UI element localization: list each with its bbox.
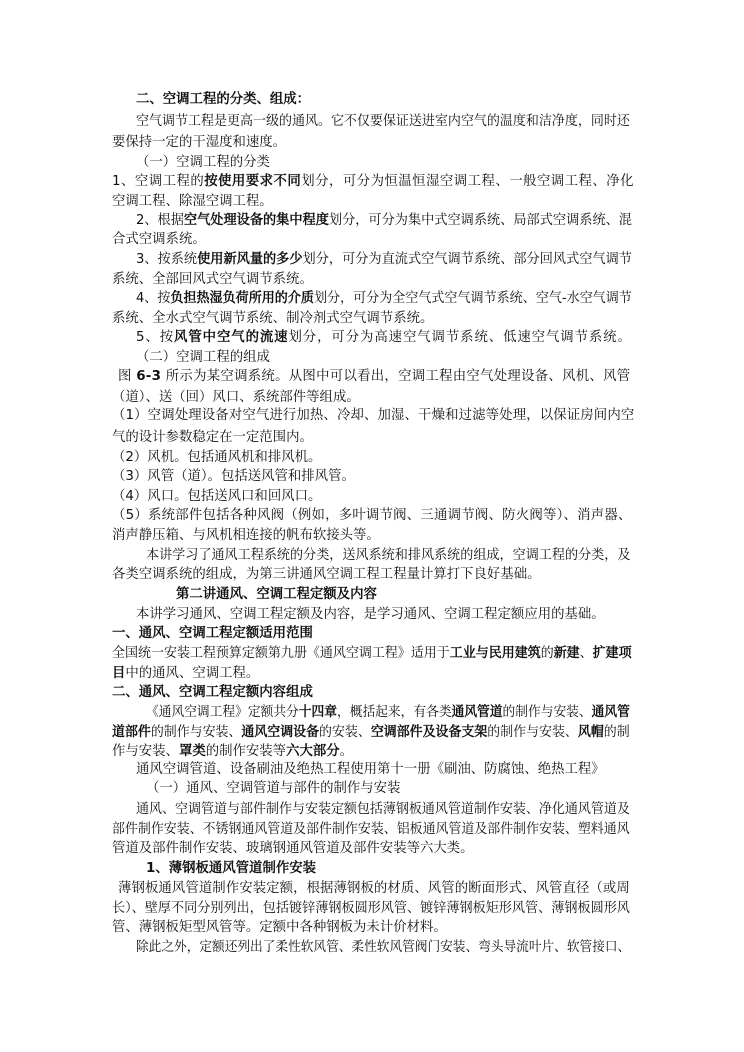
text-line: [112, 840, 474, 858]
text-run: 的制作与安装、: [502, 705, 592, 720]
text-line: [146, 860, 316, 878]
text-line: [176, 586, 377, 604]
text-line: [112, 468, 355, 486]
text-line: [112, 507, 632, 525]
text-line: [112, 724, 630, 742]
text-run: 2、根据: [136, 213, 184, 228]
text-run: 划分，可分为高速空气调节系统、低速空气调节系统。: [288, 330, 632, 345]
text-line: [112, 821, 630, 839]
bold-text: 通风空调设备: [241, 725, 320, 740]
text-run: 作与安装、: [112, 744, 179, 759]
text-run: 合式空调系统。: [112, 232, 206, 247]
bold-text: 按使用要求不同: [204, 174, 302, 189]
text-line: [112, 665, 259, 683]
text-line: [112, 527, 380, 545]
text-line: [112, 645, 632, 663]
bold-text: 工业与民用建筑: [449, 646, 541, 661]
text-line: [136, 761, 605, 779]
text-run: 空调工程、除湿空调工程。: [112, 194, 273, 209]
text-run: 部件制作安装、不锈钢通风管道及部件制作安装、铝板通风管道及部件制作安装、塑料通风: [112, 822, 630, 837]
text-run: 图: [118, 369, 137, 384]
text-run: （5）系统部件包括各种风阀（例如，多叶调节阀、三通调节阀、防火阀等）、消声器、: [112, 508, 632, 523]
text-line: [112, 134, 286, 152]
bold-text: 一、通风、空调工程定额适用范围: [112, 626, 313, 641]
text-line: [136, 91, 310, 109]
text-run: 的安装、: [319, 725, 371, 740]
text-line: [112, 173, 634, 191]
text-line: [112, 743, 353, 761]
text-run: 各类空调系统的组成，为第三讲通风空调工程工程量计算打下良好基础。: [112, 567, 541, 582]
text-line: [112, 310, 433, 328]
text-line: [112, 488, 321, 506]
text-run: 的制作与安装、: [150, 725, 242, 740]
text-line: [112, 389, 360, 407]
text-line: [112, 625, 313, 643]
text-line: [136, 290, 632, 308]
bold-text: 第二讲通风、空调工程定额及内容: [176, 587, 377, 602]
bold-text: 风帽: [577, 725, 604, 740]
bold-text: 空气处理设备的集中程度: [183, 213, 329, 228]
text-run: 中的通风、空调工程。: [125, 666, 260, 681]
text-run: 全国统一安装工程预算定额第九册《通风空调工程》适用于: [112, 646, 450, 661]
text-run: 通风空调管道、设备刷油及绝热工程使用第十一册《刷油、防腐蚀、绝热工程》: [136, 762, 605, 777]
text-run: 系统、全部回风式空气调节系统。: [112, 272, 313, 287]
text-line: [136, 349, 270, 367]
text-run: 划分，可分为集中式空调系统、局部式空调系统、混: [328, 213, 632, 228]
text-line: [136, 251, 632, 269]
text-run: 划分，可分为恒温恒湿空调工程、一般空调工程、净化: [301, 174, 634, 189]
text-run: 通风、空调管道与部件制作与安装定额包括薄钢板通风管道制作安装、净化通风管道及: [136, 802, 630, 817]
text-run: 薄钢板通风管道制作安装定额，根据薄钢板的材质、风管的断面形式、风管直径（或周: [118, 881, 630, 896]
bold-text: 十四章: [298, 705, 337, 720]
bold-text: 六大部分: [286, 744, 340, 759]
text-line: [136, 113, 630, 131]
text-run: 本讲学习通风、空调工程定额及内容，是学习通风、空调工程定额应用的基础。: [136, 607, 605, 622]
text-run: 空气调节工程是更高一级的通风。它不仅要保证送进室内空气的温度和洁净度，同时还: [136, 114, 630, 129]
text-line: [118, 368, 630, 386]
text-run: 、: [579, 646, 593, 661]
text-run: 4、按: [136, 291, 171, 306]
text-line: [112, 271, 313, 289]
text-run: 1、空调工程的: [112, 174, 205, 189]
text-line: [112, 449, 321, 467]
text-line: [112, 429, 313, 447]
text-line: [112, 566, 541, 584]
bold-text: 6-3: [136, 369, 162, 384]
text-run: （二）空调工程的组成: [136, 350, 270, 365]
text-run: 消声静压箱、与风机相连接的帆布软接头等。: [112, 528, 380, 543]
text-line: [112, 193, 273, 211]
bold-text: 目: [112, 666, 126, 681]
bold-text: 1、薄钢板通风管道制作安装: [146, 861, 317, 876]
bold-text: 使用新风量的多少: [197, 252, 303, 267]
text-run: 本讲学习了通风工程系统的分类，送风系统和排风系统的组成，空调工程的分类，及: [146, 548, 631, 563]
text-run: （道）、送（回）风口、系统部件等组成。: [112, 390, 360, 405]
text-run: 5、按: [136, 330, 175, 345]
text-run: 要保持一定的干湿度和速度。: [112, 135, 287, 150]
text-line: [112, 900, 630, 918]
text-line: [112, 684, 313, 702]
text-line: [136, 154, 270, 172]
bold-text: 道部件: [112, 725, 151, 740]
text-run: （2）风机。包括通风机和排风机。: [112, 450, 322, 465]
bold-text: 罩类: [178, 744, 206, 759]
text-run: （一）空调工程的分类: [136, 155, 270, 170]
text-run: 除此之外，定额还列出了柔性软风管、柔性软风管阀门安装、弯头导流叶片、软管接口、: [136, 940, 631, 955]
text-run: 所示为某空调系统。从图中可以看出，空调工程由空气处理设备、风机、风管: [161, 369, 631, 384]
text-run: 3、按系统: [136, 252, 198, 267]
text-run: 气的设计参数稳定在一定范围内。: [112, 430, 313, 445]
text-line: [112, 919, 447, 937]
text-line: [112, 231, 206, 249]
text-run: 《通风空调工程》定额共分: [146, 705, 299, 720]
bold-text: 风管中空气的流速: [174, 330, 289, 345]
text-run: 的制作安装等: [205, 744, 287, 759]
text-run: 划分，可分为全空气式空气调节系统、空气-水空气调节: [313, 291, 632, 306]
text-line: [146, 547, 630, 565]
text-run: 的制: [603, 725, 630, 740]
text-run: （一）通风、空调管道与部件的制作与安装: [146, 781, 401, 796]
text-run: 管、薄钢板矩型风管等。定额中各种钢板为未计价材料。: [112, 920, 447, 935]
text-line: [136, 606, 605, 624]
text-line: [136, 329, 632, 347]
bold-text: 二、空调工程的分类、组成：: [136, 92, 311, 107]
text-line: [136, 939, 630, 957]
text-run: 的制作与安装、: [487, 725, 578, 740]
bold-text: 空调部件及设备支架: [370, 725, 488, 740]
text-run: 系统、全水式空气调节系统、制冷剂式空气调节系统。: [112, 311, 434, 326]
bold-text: 新建: [553, 646, 580, 661]
text-line: [146, 780, 400, 798]
bold-text: 通风管: [591, 705, 630, 720]
text-run: 长）、壁厚不同分别列出，包括镀锌薄钢板圆形风管、镀锌薄钢板矩形风管、薄钢板圆形风: [112, 901, 630, 916]
bold-text: 二、通风、空调工程定额内容组成: [112, 685, 313, 700]
text-run: （4）风口。包括送风口和回风口。: [112, 489, 322, 504]
text-line: [112, 407, 634, 425]
text-line: [118, 880, 630, 898]
text-run: （1）空调处理设备对空气进行加热、冷却、加湿、干燥和过滤等处理，以保证房间内空: [112, 408, 635, 423]
text-run: 的: [540, 646, 554, 661]
text-run: 。: [339, 744, 354, 759]
text-line: [136, 212, 632, 230]
bold-text: 通风管道: [451, 705, 503, 720]
text-line: [146, 704, 630, 722]
text-run: 管道及部件制作安装、玻璃钢通风管道及部件安装等六大类。: [112, 841, 474, 856]
text-line: [136, 801, 630, 819]
text-run: ，概括起来，有各类: [336, 705, 452, 720]
bold-text: 负担热湿负荷所用的介质: [170, 291, 314, 306]
text-run: （3）风管（道）。包括送风管和排风管。: [112, 469, 355, 484]
text-run: 划分，可分为直流式空气调节系统、部分回风式空气调节: [302, 252, 632, 267]
bold-text: 扩建项: [592, 646, 632, 661]
